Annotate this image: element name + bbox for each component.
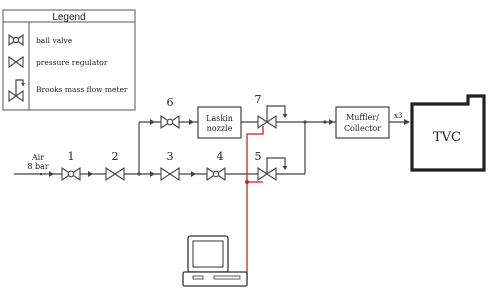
pressure-regulator-3 xyxy=(161,168,179,180)
mass-flow-meter-7 xyxy=(258,106,288,128)
muffler-label-line1: Muffler/ xyxy=(346,113,379,122)
legend-label-ball-valve: ball valve xyxy=(36,36,73,45)
laskin-label-line1: Laskin xyxy=(206,114,233,123)
component-number-7: 7 xyxy=(254,93,262,106)
pressure-regulator-2 xyxy=(106,168,124,180)
ball-valve-4 xyxy=(207,168,225,180)
ball-valve-1 xyxy=(62,168,80,180)
legend xyxy=(3,10,135,110)
mass-flow-meter-5 xyxy=(258,158,288,180)
laskin-label-line2: nozzle xyxy=(206,124,233,133)
component-number-1: 1 xyxy=(67,150,75,163)
tvc-label: TVC xyxy=(432,130,462,145)
multiplier-label: x3 xyxy=(394,112,403,120)
component-number-2: 2 xyxy=(111,150,119,163)
component-number-6: 6 xyxy=(166,96,174,109)
legend-label-pressure-regulator: pressure regulator xyxy=(36,58,108,67)
component-number-5: 5 xyxy=(254,150,262,163)
ball-valve-6 xyxy=(161,116,179,128)
tvc-box xyxy=(412,96,484,170)
legend-label-mass-flow-meter: Brooks mass flow meter xyxy=(36,85,128,94)
flow-arrows xyxy=(49,119,334,177)
laskin-nozzle-box xyxy=(198,107,241,138)
air-pressure-label: 8 bar xyxy=(27,162,49,171)
muffler-collector-box xyxy=(336,107,389,138)
muffler-label-line2: Collector xyxy=(343,124,382,133)
air-inlet-label: Air xyxy=(31,153,45,162)
component-number-4: 4 xyxy=(216,150,224,163)
computer-icon xyxy=(183,236,247,286)
legend-title: Legend xyxy=(52,12,86,23)
component-number-3: 3 xyxy=(166,150,174,163)
